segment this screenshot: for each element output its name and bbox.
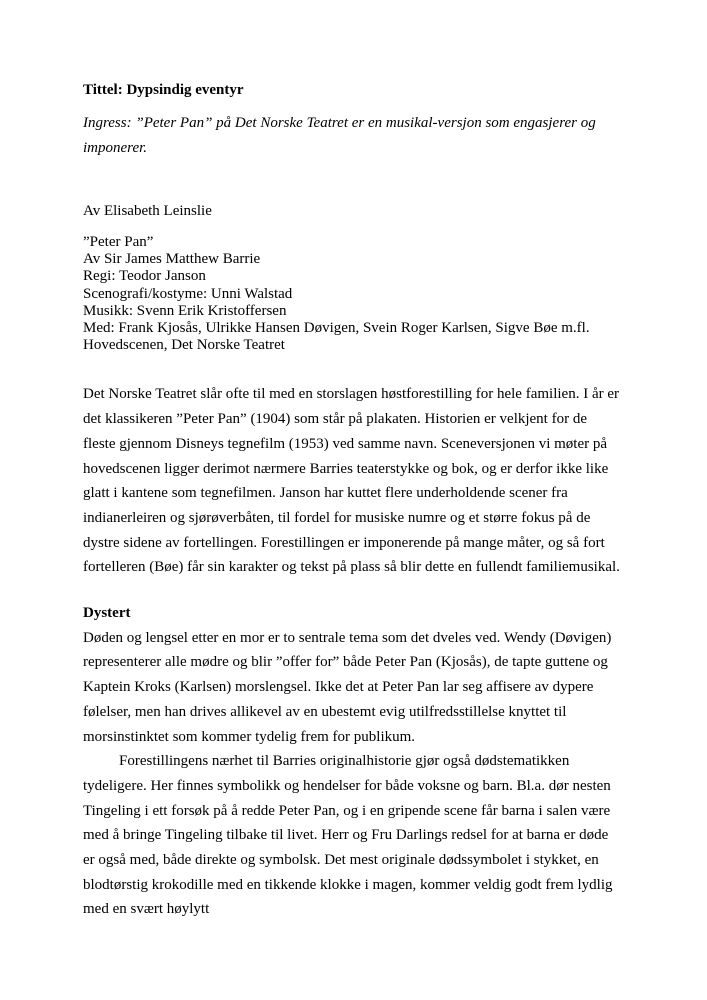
document-title: Tittel: Dypsindig eventyr (83, 82, 244, 98)
credit-line-author: Av Sir James Matthew Barrie (83, 251, 261, 268)
ingress-text: Ingress: ”Peter Pan” på Det Norske Teatret er en musikal-versjon som engasjerer og imponerer. (83, 115, 596, 156)
credit-line-venue: Hovedscenen, Det Norske Teatret (83, 337, 285, 354)
credits-block (83, 234, 623, 354)
credit-line-scenography: Scenografi/kostyme: Unni Walstad (83, 285, 293, 302)
paragraph-intro: Det Norske Teatret slår ofte til med en storslagen høstforestilling for hele familien. I år er det klassikeren ”Peter Pan” (1904) som står på plakaten. Historien er velkjent for de fleste gjennom Disneys tegnefilm (1953) ved samme navn. Sceneversjonen vi møter på hovedscenen ligger derimot nærmere Barries teaterstykke og bok, og er derfor ikke like glatt i kantene som tegnefilmen. Janson har kuttet flere underholdende scener fra indianerleiren og sjørøverbåten, til fordel for musiske numre og et større fokus på de dystre sidene av fortellingen. Forestillingen er imponerende på mange måter, og så fort fortelleren (Bøe) får sin karakter og tekst på plass så blir dette en fullendt familiemusikal. (83, 386, 620, 576)
credit-line-work-title: ”Peter Pan” (83, 234, 154, 250)
credit-line-music: Musikk: Svenn Erik Kristoffersen (83, 302, 287, 319)
section-heading-dystert: Dystert (83, 605, 131, 622)
credit-line-cast: Med: Frank Kjosås, Ulrikke Hansen Døvigen, Svein Roger Karlsen, Sigve Bøe m.fl. (83, 320, 590, 337)
paragraph-death-symbolism: Forestillingens nærhet til Barries originalhistorie gjør også dødstematikken tydeligere. Her finnes symbolikk og hendelser for både voksne og barn. Bl.a. dør nesten Tingeling i ett forsøk på å redde Peter Pan, og i en gripende scene får barna i salen være med å bringe Tingeling tilbake til livet. Herr og Fru Darlings redsel for at barna er døde er også med, både direkte og symbolsk. Det mest originale dødssymbolet i stykket, en blodtørstig krokodille med en tikkende klokke i magen, kommer veldig godt frem lydlig med en svært høylytt (83, 753, 613, 918)
credit-line-director: Regi: Teodor Janson (83, 268, 206, 285)
byline: Av Elisabeth Leinslie (83, 203, 212, 219)
paragraph-themes: Døden og lengsel etter en mor er to sentrale tema som det dveles ved. Wendy (Døvigen) representerer alle mødre og blir ”offer for” både Peter Pan (Kjosås), de tapte guttene og Kaptein Kroks (Karlsen) morslengsel. Ikke det at Peter Pan lar seg affisere av dypere følelser, men han drives allikevel av en ubestemt evig utilfredsstillelse knyttet til morsinstinktet som kommer tydelig frem for publikum. (83, 629, 612, 745)
